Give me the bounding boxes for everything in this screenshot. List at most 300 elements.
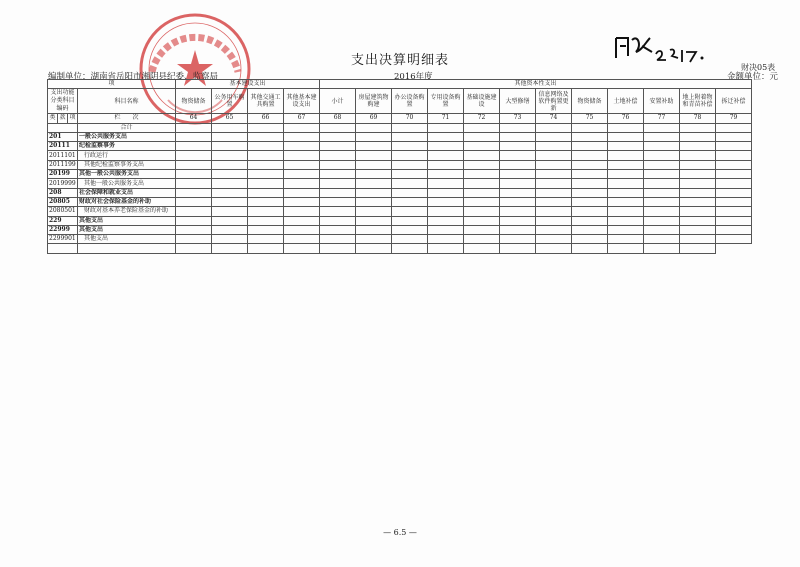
value-cell — [356, 142, 392, 151]
value-cell — [572, 216, 608, 225]
value-cell — [320, 188, 356, 197]
value-cell — [320, 151, 356, 160]
value-cell — [284, 142, 320, 151]
column-header: 房屋建筑物购建 — [356, 89, 392, 114]
value-cell — [428, 225, 464, 234]
total-value-cell — [320, 123, 356, 132]
column-number: 71 — [428, 114, 464, 123]
value-cell — [644, 207, 680, 216]
value-cell — [356, 170, 392, 179]
column-number: 76 — [608, 114, 644, 123]
value-cell — [212, 207, 248, 216]
column-number: 67 — [284, 114, 320, 123]
empty-cell — [536, 244, 572, 253]
row-code: 2019999 — [49, 179, 76, 187]
row-name: 其他支出 — [78, 225, 176, 234]
total-value-cell — [716, 123, 752, 132]
value-cell — [212, 179, 248, 188]
value-cell — [608, 216, 644, 225]
total-value-cell — [212, 123, 248, 132]
total-value-cell — [464, 123, 500, 132]
value-cell — [572, 225, 608, 234]
value-cell — [428, 207, 464, 216]
value-cell — [356, 179, 392, 188]
value-cell — [644, 235, 680, 244]
value-cell — [500, 207, 536, 216]
table-row — [48, 142, 752, 151]
empty-cell — [500, 244, 536, 253]
column-number: 72 — [464, 114, 500, 123]
value-cell — [212, 197, 248, 206]
header-column-index: 栏 次 — [78, 114, 176, 123]
value-cell — [464, 151, 500, 160]
value-cell — [248, 216, 284, 225]
value-cell — [392, 170, 428, 179]
value-cell — [392, 235, 428, 244]
value-cell — [176, 225, 212, 234]
column-header: 其他基本建设支出 — [284, 89, 320, 114]
value-cell — [248, 197, 284, 206]
value-cell — [716, 235, 752, 244]
value-cell — [608, 235, 644, 244]
row-name: 其他一般公共服务支出 — [78, 179, 176, 188]
value-cell — [536, 142, 572, 151]
total-value-cell — [248, 123, 284, 132]
value-cell — [284, 151, 320, 160]
fiscal-year: 2016年度 — [394, 72, 433, 82]
column-number: 74 — [536, 114, 572, 123]
value-cell — [500, 216, 536, 225]
value-cell — [428, 132, 464, 141]
value-cell — [716, 160, 752, 169]
value-cell — [356, 132, 392, 141]
column-number: 77 — [644, 114, 680, 123]
value-cell — [536, 188, 572, 197]
value-cell — [392, 142, 428, 151]
value-cell — [716, 179, 752, 188]
value-cell — [680, 197, 716, 206]
value-cell — [572, 188, 608, 197]
value-cell — [176, 179, 212, 188]
row-code: 2299901 — [49, 235, 76, 243]
value-cell — [284, 188, 320, 197]
value-cell — [572, 235, 608, 244]
value-cell — [356, 197, 392, 206]
value-cell — [644, 225, 680, 234]
value-cell — [428, 170, 464, 179]
total-value-cell — [176, 123, 212, 132]
value-cell — [392, 188, 428, 197]
value-cell — [680, 142, 716, 151]
empty-cell — [78, 244, 176, 253]
value-cell — [356, 160, 392, 169]
value-cell — [212, 132, 248, 141]
value-cell — [284, 235, 320, 244]
column-header: 拆迁补偿 — [716, 89, 752, 114]
compiling-unit: 编制单位：湖南省岳阳市湘阴县纪委、监察局 — [48, 72, 219, 82]
value-cell — [320, 170, 356, 179]
total-code-cell — [48, 123, 78, 132]
empty-cell — [608, 244, 644, 253]
value-cell — [680, 188, 716, 197]
value-cell — [608, 132, 644, 141]
value-cell — [248, 142, 284, 151]
empty-cell — [680, 244, 716, 253]
value-cell — [176, 188, 212, 197]
column-header: 基础设施建设 — [464, 89, 500, 114]
header-code-column: 支出功能分类科目编码 — [48, 89, 78, 114]
table-row — [48, 216, 752, 225]
value-cell — [572, 179, 608, 188]
value-cell — [464, 179, 500, 188]
page-number: — 6.5 — — [383, 528, 417, 537]
value-cell — [644, 160, 680, 169]
value-cell — [320, 179, 356, 188]
header-kuan: 类 — [49, 114, 56, 122]
total-value-cell — [608, 123, 644, 132]
value-cell — [536, 207, 572, 216]
header-xiang: 项 — [69, 114, 76, 122]
row-code: 208 — [48, 188, 78, 197]
column-number: 66 — [248, 114, 284, 123]
table-row — [48, 179, 752, 188]
value-cell — [500, 197, 536, 206]
column-header: 安置补助 — [644, 89, 680, 114]
row-code: 20805 — [48, 197, 78, 206]
value-cell — [248, 170, 284, 179]
value-cell — [644, 197, 680, 206]
total-value-cell — [572, 123, 608, 132]
value-cell — [608, 225, 644, 234]
value-cell — [608, 188, 644, 197]
column-header: 其他交通工具购置 — [248, 89, 284, 114]
table-row — [48, 235, 752, 244]
value-cell — [680, 151, 716, 160]
value-cell — [644, 188, 680, 197]
value-cell — [680, 235, 716, 244]
value-cell — [248, 132, 284, 141]
value-cell — [176, 207, 212, 216]
table-row — [48, 151, 752, 160]
value-cell — [464, 216, 500, 225]
value-cell — [176, 216, 212, 225]
value-cell — [500, 170, 536, 179]
column-number: 64 — [176, 114, 212, 123]
value-cell — [680, 179, 716, 188]
row-code: 22999 — [48, 225, 78, 234]
value-cell — [608, 151, 644, 160]
value-cell — [680, 207, 716, 216]
value-cell — [500, 179, 536, 188]
value-cell — [212, 151, 248, 160]
value-cell — [320, 197, 356, 206]
empty-cell — [644, 244, 680, 253]
value-cell — [716, 197, 752, 206]
value-cell — [248, 225, 284, 234]
total-value-cell — [536, 123, 572, 132]
value-cell — [428, 160, 464, 169]
column-header: 物资储备 — [572, 89, 608, 114]
column-number: 69 — [356, 114, 392, 123]
value-cell — [680, 132, 716, 141]
value-cell — [284, 132, 320, 141]
value-cell — [608, 179, 644, 188]
row-name: 财政对社会保险基金的补助 — [78, 197, 176, 206]
value-cell — [392, 151, 428, 160]
value-cell — [428, 188, 464, 197]
value-cell — [356, 151, 392, 160]
value-cell — [608, 197, 644, 206]
value-cell — [644, 142, 680, 151]
value-cell — [392, 207, 428, 216]
value-cell — [536, 216, 572, 225]
value-cell — [428, 151, 464, 160]
value-cell — [716, 225, 752, 234]
column-header: 信息网络及软件购置更新 — [536, 89, 572, 114]
empty-cell — [212, 244, 248, 253]
value-cell — [248, 151, 284, 160]
value-cell — [464, 225, 500, 234]
value-cell — [500, 132, 536, 141]
value-cell — [212, 188, 248, 197]
value-cell — [356, 235, 392, 244]
value-cell — [248, 188, 284, 197]
value-cell — [536, 197, 572, 206]
row-name: 其他一般公共服务支出 — [78, 170, 176, 179]
column-number: 79 — [716, 114, 752, 123]
row-name: 其他支出 — [78, 216, 176, 225]
handwritten-signature — [612, 32, 712, 68]
value-cell — [572, 151, 608, 160]
value-cell — [716, 151, 752, 160]
value-cell — [176, 170, 212, 179]
value-cell — [392, 197, 428, 206]
value-cell — [176, 160, 212, 169]
value-cell — [284, 179, 320, 188]
value-cell — [356, 207, 392, 216]
value-cell — [608, 170, 644, 179]
value-cell — [176, 132, 212, 141]
column-header: 地上附着物和青苗补偿 — [680, 89, 716, 114]
row-code: 20111 — [48, 142, 78, 151]
value-cell — [212, 216, 248, 225]
value-cell — [608, 160, 644, 169]
value-cell — [392, 225, 428, 234]
empty-cell — [248, 244, 284, 253]
value-cell — [212, 235, 248, 244]
column-number: 73 — [500, 114, 536, 123]
column-number: 78 — [680, 114, 716, 123]
row-code: 2011101 — [49, 151, 76, 159]
value-cell — [716, 132, 752, 141]
value-cell — [464, 207, 500, 216]
value-cell — [500, 160, 536, 169]
table-row — [48, 132, 752, 141]
value-cell — [464, 142, 500, 151]
value-cell — [572, 197, 608, 206]
value-cell — [320, 235, 356, 244]
header-item-group: 项 — [48, 80, 176, 89]
value-cell — [716, 170, 752, 179]
value-cell — [176, 235, 212, 244]
value-cell — [644, 216, 680, 225]
value-cell — [248, 207, 284, 216]
value-cell — [428, 216, 464, 225]
column-header: 土地补偿 — [608, 89, 644, 114]
value-cell — [212, 225, 248, 234]
table-row — [48, 160, 752, 169]
form-code: 财决05表 — [741, 63, 776, 72]
value-cell — [176, 151, 212, 160]
value-cell — [320, 207, 356, 216]
value-cell — [536, 160, 572, 169]
value-cell — [284, 216, 320, 225]
header-name-column: 科目名称 — [78, 89, 176, 114]
amount-unit: 金额单位：元 — [727, 72, 779, 82]
value-cell — [500, 142, 536, 151]
value-cell — [680, 216, 716, 225]
row-name: 社会保障和就业支出 — [78, 188, 176, 197]
value-cell — [284, 160, 320, 169]
empty-cell — [320, 244, 356, 253]
row-name: 其他支出 — [78, 235, 176, 244]
value-cell — [680, 225, 716, 234]
value-cell — [392, 160, 428, 169]
value-cell — [536, 170, 572, 179]
value-cell — [572, 142, 608, 151]
column-header: 办公设备购置 — [392, 89, 428, 114]
column-header: 公务用车购置 — [212, 89, 248, 114]
value-cell — [176, 197, 212, 206]
column-header: 物资储备 — [176, 89, 212, 114]
value-cell — [428, 179, 464, 188]
value-cell — [320, 216, 356, 225]
value-cell — [212, 142, 248, 151]
value-cell — [644, 179, 680, 188]
value-cell — [320, 132, 356, 141]
row-code: 20199 — [48, 170, 78, 179]
header-other-capital: 其他资本性支出 — [320, 80, 752, 89]
value-cell — [572, 132, 608, 141]
value-cell — [356, 216, 392, 225]
value-cell — [680, 160, 716, 169]
value-cell — [500, 188, 536, 197]
value-cell — [716, 207, 752, 216]
value-cell — [212, 160, 248, 169]
value-cell — [320, 160, 356, 169]
column-number: 75 — [572, 114, 608, 123]
value-cell — [716, 188, 752, 197]
row-name: 纪检监察事务 — [78, 142, 176, 151]
table-row — [48, 170, 752, 179]
value-cell — [536, 151, 572, 160]
row-name: 其他纪检监察事务支出 — [78, 160, 176, 169]
value-cell — [356, 188, 392, 197]
value-cell — [644, 151, 680, 160]
value-cell — [176, 142, 212, 151]
value-cell — [284, 197, 320, 206]
table-row — [48, 188, 752, 197]
total-value-cell — [284, 123, 320, 132]
row-code: 2011199 — [49, 160, 76, 168]
column-number: 68 — [320, 114, 356, 123]
column-number: 65 — [212, 114, 248, 123]
total-value-cell — [680, 123, 716, 132]
value-cell — [392, 216, 428, 225]
value-cell — [428, 142, 464, 151]
value-cell — [464, 160, 500, 169]
header-lei: 款 — [59, 114, 66, 122]
value-cell — [320, 225, 356, 234]
empty-cell — [428, 244, 464, 253]
value-cell — [428, 197, 464, 206]
value-cell — [464, 170, 500, 179]
value-cell — [608, 142, 644, 151]
value-cell — [284, 207, 320, 216]
value-cell — [680, 170, 716, 179]
row-name: 行政运行 — [78, 151, 176, 160]
value-cell — [716, 216, 752, 225]
value-cell — [428, 235, 464, 244]
empty-cell — [356, 244, 392, 253]
value-cell — [248, 179, 284, 188]
empty-cell — [572, 244, 608, 253]
value-cell — [248, 160, 284, 169]
table-row — [48, 197, 752, 206]
row-name: 财政对基本养老保险基金的补助 — [78, 207, 176, 216]
value-cell — [572, 207, 608, 216]
empty-cell — [48, 244, 78, 253]
value-cell — [212, 170, 248, 179]
total-value-cell — [500, 123, 536, 132]
value-cell — [464, 188, 500, 197]
table-row — [48, 225, 752, 234]
value-cell — [356, 225, 392, 234]
total-value-cell — [428, 123, 464, 132]
value-cell — [464, 235, 500, 244]
column-header: 专用设备购置 — [428, 89, 464, 114]
empty-cell — [464, 244, 500, 253]
value-cell — [536, 225, 572, 234]
value-cell — [644, 170, 680, 179]
expenditure-table — [47, 79, 752, 254]
table-body — [48, 80, 752, 254]
total-label: 合计 — [78, 123, 176, 132]
value-cell — [644, 132, 680, 141]
row-code: 201 — [48, 132, 78, 141]
value-cell — [284, 225, 320, 234]
header-basic-construction: 基本建设支出 — [176, 80, 320, 89]
row-code: 229 — [48, 216, 78, 225]
value-cell — [500, 225, 536, 234]
value-cell — [572, 170, 608, 179]
value-cell — [500, 151, 536, 160]
empty-cell — [392, 244, 428, 253]
empty-cell — [176, 244, 212, 253]
row-code: 2080501 — [49, 207, 76, 215]
value-cell — [392, 132, 428, 141]
page-title: 支出决算明细表 — [350, 53, 449, 68]
value-cell — [248, 235, 284, 244]
value-cell — [464, 132, 500, 141]
empty-cell — [284, 244, 320, 253]
total-value-cell — [392, 123, 428, 132]
column-header: 小计 — [320, 89, 356, 114]
total-value-cell — [644, 123, 680, 132]
value-cell — [392, 179, 428, 188]
table-row — [48, 207, 752, 216]
total-value-cell — [356, 123, 392, 132]
